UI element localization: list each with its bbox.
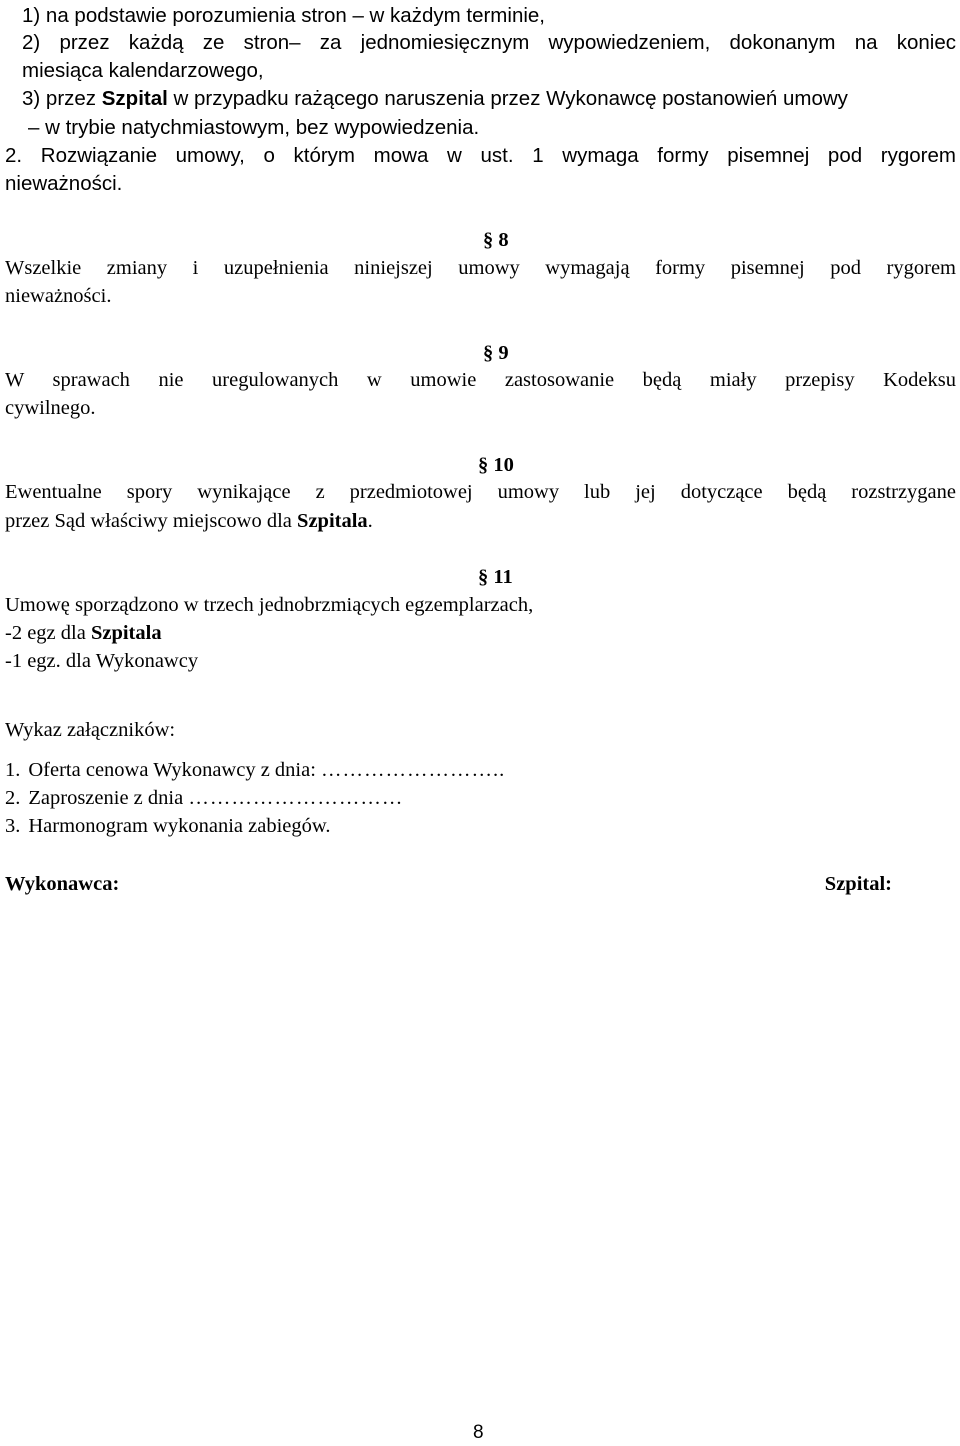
section-9-heading — [483, 339, 509, 367]
section-number: 11 — [493, 566, 513, 588]
attachment-number: 3. — [5, 815, 21, 837]
termination-item-2-line-1: 2) przez każdą ze stron– za jednomiesięcznym wypowiedzeniem, dokonanym na koniec — [22, 31, 956, 54]
attachment-text: Harmonogram wykonania zabiegów. — [28, 815, 331, 837]
szpital-bold: Szpital — [101, 87, 168, 110]
section-10-suffix: . — [367, 510, 373, 532]
section-10-prefix: przez Sąd właściwy miejscowo dla — [5, 510, 298, 532]
attachment-text: Zaproszenie z dnia — [28, 787, 189, 809]
section-9-text-line-2: cywilnego. — [5, 397, 96, 419]
termination-item-2-line-2: miesiąca kalendarzowego, — [22, 59, 264, 82]
section-9-text-line-1: W sprawach nie uregulowanych w umowie zastosowanie będą miały przepisy Kodeksu — [5, 369, 956, 391]
attachment-text: Oferta cenowa Wykonawcy z dnia: — [28, 759, 322, 781]
attachments-heading: Wykaz załączników: — [5, 719, 176, 741]
termination-item-3-line-1 — [22, 85, 848, 113]
attachment-item-2 — [5, 784, 403, 812]
termination-item-3-line-2: – w trybie natychmiastowym, bez wypowiedzenia. — [28, 116, 480, 139]
termination-item-1: 1) na podstawie porozumienia stron – w każdym terminie, — [22, 4, 545, 27]
point-2-line-2: nieważności. — [5, 172, 123, 195]
attachment-dots: …………………….. — [321, 759, 506, 781]
section-10-text-line-1: Ewentualne spory wynikające z przedmiotowej umowy lub jej dotyczące będą rozstrzygane — [5, 481, 956, 503]
section-number: 8 — [498, 229, 509, 251]
attachment-item-3 — [5, 812, 330, 840]
attachment-item-1 — [5, 756, 505, 784]
section-number: 9 — [498, 342, 509, 364]
section-11-prefix: -2 egz dla — [5, 622, 91, 644]
section-11-heading — [478, 563, 513, 591]
section-10-text-line-2 — [5, 507, 373, 535]
section-8-text-line-1: Wszelkie zmiany i uzupełnienia niniejszej umowy wymagają formy pisemnej pod rygorem — [5, 257, 956, 279]
section-number: 10 — [493, 454, 514, 476]
attachment-number: 2. — [5, 787, 21, 809]
section-8-heading — [483, 226, 509, 254]
section-11-text-line-2 — [5, 619, 162, 647]
attachment-number: 1. — [5, 759, 21, 781]
attachment-dots: ………………………… — [188, 787, 404, 809]
signature-hospital: Szpital: — [824, 873, 892, 895]
szpitala-bold: Szpitala — [297, 510, 368, 532]
page-number: 8 — [473, 1422, 484, 1443]
termination-item-3-suffix: w przypadku rażącego naruszenia przez Wykonawcę postanowień umowy — [167, 87, 848, 110]
termination-item-3-prefix: 3) przez — [22, 87, 102, 110]
point-2-line-1: 2. Rozwiązanie umowy, o którym mowa w ust. 1 wymaga formy pisemnej pod rygorem — [5, 144, 956, 167]
section-11-text-line-3: -1 egz. dla Wykonawcy — [5, 650, 199, 672]
paragraph-symbol: § — [478, 454, 489, 476]
signature-contractor: Wykonawca: — [5, 873, 120, 895]
szpitala-bold: Szpitala — [90, 622, 162, 644]
section-10-heading — [478, 451, 514, 479]
paragraph-symbol: § — [483, 229, 494, 251]
section-8-text-line-2: nieważności. — [5, 285, 112, 307]
section-11-text-line-1: Umowę sporządzono w trzech jednobrzmiących egzemplarzach, — [5, 594, 534, 616]
paragraph-symbol: § — [483, 342, 494, 364]
paragraph-symbol: § — [478, 566, 489, 588]
